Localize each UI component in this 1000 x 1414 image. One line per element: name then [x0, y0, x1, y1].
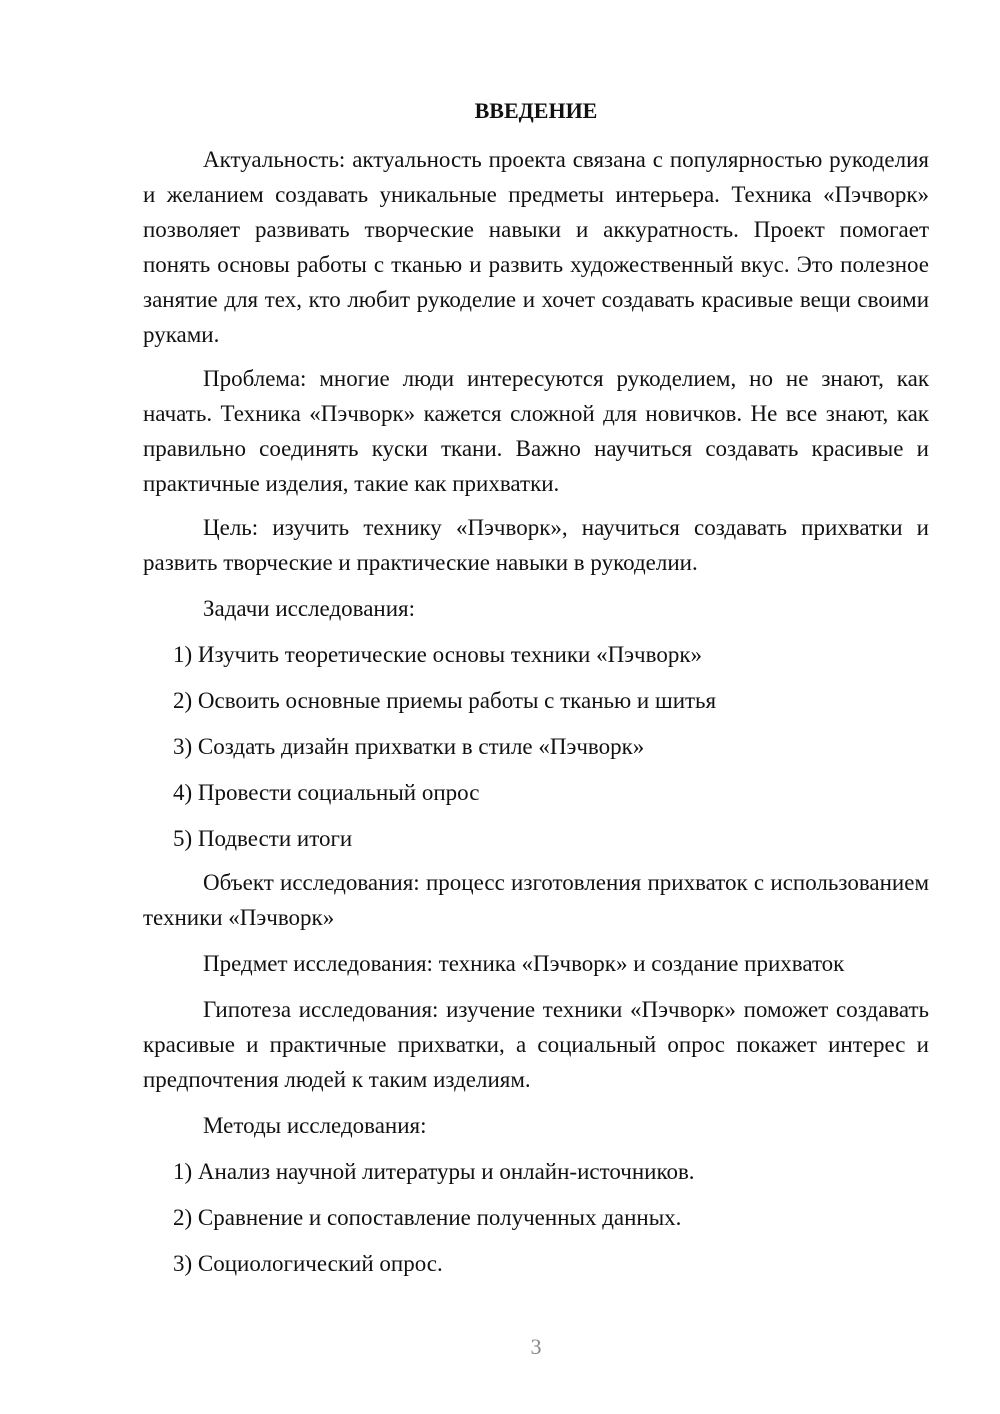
- subject-paragraph: Предмет исследования: техника «Пэчворк» и создание прихваток: [203, 951, 845, 976]
- methods-list: [143, 1154, 929, 1281]
- list-item: 3) Создать дизайн прихватки в стиле «Пэчворк»: [173, 734, 645, 759]
- hypothesis-paragraph: Гипотеза исследования: изучение техники «Пэчворк» поможет создавать красивые и практичные прихватки, а социальный опрос покажет интерес и предпочтения людей к таким изделиям.: [143, 997, 929, 1092]
- list-item: 2) Освоить основные приемы работы с тканью и шитья: [173, 688, 717, 713]
- tasks-heading: Задачи исследования:: [203, 596, 416, 621]
- relevance-paragraph: Актуальность: актуальность проекта связана с популярностью рукоделия и желанием создавать уникальные предметы интерьера. Техника «Пэчворк» позволяет развивать творческие навыки и аккуратность. Проект помогает понять основы работы с тканью и развить художественный вкус. Это полезное занятие для тех, кто любит рукоделие и хочет создавать красивые вещи своими руками.: [143, 147, 929, 347]
- list-item: 2) Сравнение и сопоставление полученных данных.: [173, 1205, 682, 1230]
- methods-heading: Методы исследования:: [203, 1113, 427, 1138]
- list-item: 5) Подвести итоги: [173, 826, 353, 851]
- list-item: 1) Изучить теоретические основы техники «Пэчворк»: [173, 642, 702, 667]
- problem-paragraph: Проблема: многие люди интересуются рукоделием, но не знают, как начать. Техника «Пэчворк» кажется сложной для новичков. Не все знают, как правильно соединять куски ткани. Важно научиться создавать красивые и практичные изделия, такие как прихватки.: [143, 366, 929, 496]
- page-number: 3: [530, 1334, 542, 1359]
- document-body: [143, 142, 929, 1281]
- object-paragraph: Объект исследования: процесс изготовления прихваток с использованием техники «Пэчворк»: [143, 870, 929, 930]
- tasks-list: [143, 637, 929, 856]
- list-item: 1) Анализ научной литературы и онлайн-источников.: [173, 1159, 695, 1184]
- goal-paragraph: Цель: изучить технику «Пэчворк», научиться создавать прихватки и развить творческие и практические навыки в рукоделии.: [143, 515, 929, 575]
- list-item: 3) Социологический опрос.: [173, 1251, 443, 1276]
- list-item: 4) Провести социальный опрос: [173, 780, 480, 805]
- page-heading: ВВЕДЕНИЕ: [474, 98, 598, 123]
